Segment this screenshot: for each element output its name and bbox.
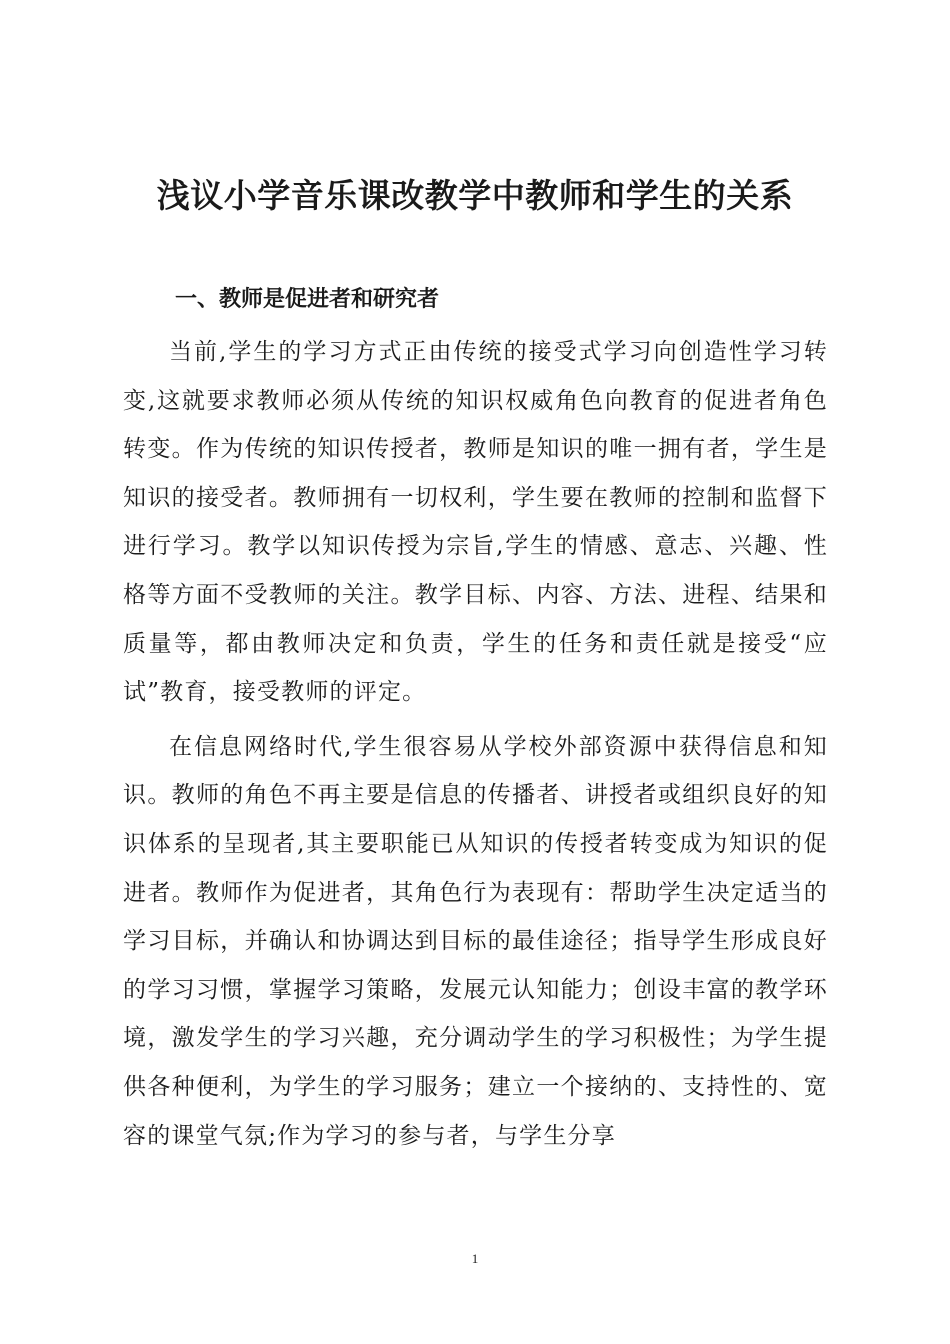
section-heading: 一、教师是促进者和研究者: [175, 287, 440, 312]
paragraph: 当前,学生的学习方式正由传统的接受式学习向创造性学习转变,这就要求教师必须从传统的知识权威角色向教育的促进者角色转变。作为传统的知识传授者，教师是知识的唯一拥有者，学生是知识的接受者。教师拥有一切权利，学生要在教师的控制和监督下进行学习。教学以知识传授为宗旨,学生的情感、意志、兴趣、性格等方面不受教师的关注。教学目标、内容、方法、进程、结果和质量等，都由教师决定和负责，学生的任务和责任就是接受“应试”教育，接受教师的评定。: [123, 339, 828, 706]
document-body: [123, 328, 828, 1166]
page-number: 1: [471, 1251, 479, 1266]
paragraph: 在信息网络时代,学生很容易从学校外部资源中获得信息和知识。教师的角色不再主要是信息的传播者、讲授者或组织良好的知识体系的呈现者,其主要职能已从知识的传授者转变成为知识的促进者。教师作为促进者，其角色行为表现有：帮助学生决定适当的学习目标，并确认和协调达到目标的最佳途径；指导学生形成良好的学习习惯，掌握学习策略，发展元认知能力；创设丰富的教学环境，激发学生的学习兴趣，充分调动学生的学习积极性；为学生提供各种便利，为学生的学习服务；建立一个接纳的、支持性的、宽容的课堂气氛;作为学习的参与者，与学生分享: [123, 733, 828, 1149]
document-title: 浅议小学音乐课改教学中教师和学生的关系: [156, 176, 794, 215]
